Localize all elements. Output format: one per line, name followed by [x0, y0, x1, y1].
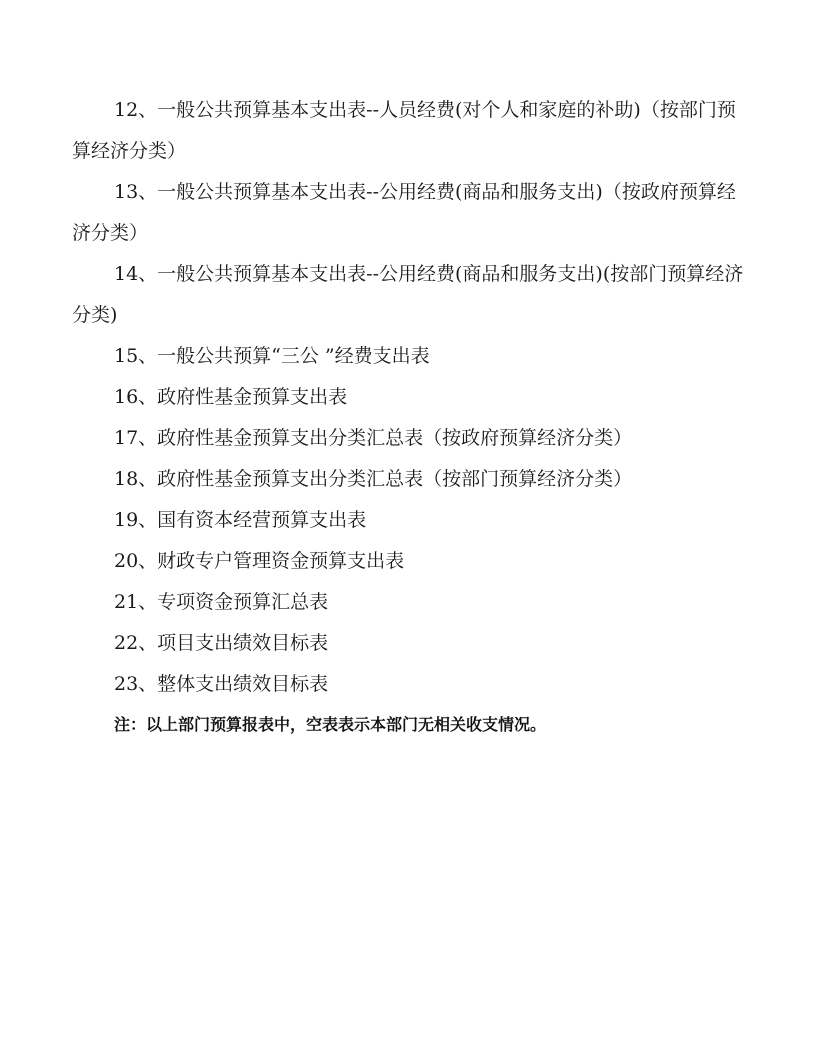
list-item-22: 22、项目支出绩效目标表 — [114, 632, 329, 654]
list-item-14: 14、一般公共预算基本支出表--公用经费(商品和服务支出)(按部门预算经济分类) — [72, 263, 744, 326]
list-item-23: 23、整体支出绩效目标表 — [114, 673, 329, 695]
list-item-16: 16、政府性基金预算支出表 — [114, 386, 348, 408]
list-item-21: 21、专项资金预算汇总表 — [114, 591, 329, 613]
list-item-20: 20、财政专户管理资金预算支出表 — [114, 550, 405, 572]
list-item-13: 13、一般公共预算基本支出表--公用经费(商品和服务支出)（按政府预算经济分类） — [72, 181, 736, 244]
document-body — [72, 90, 744, 745]
list-item-12: 12、一般公共预算基本支出表--人员经费(对个人和家庭的补助)（按部门预算经济分类） — [72, 99, 736, 162]
footnote: 注：以上部门预算报表中，空表表示本部门无相关收支情况。 — [114, 715, 547, 734]
list-item-15: 15、一般公共预算“三公 ”经费支出表 — [114, 345, 430, 367]
list-item-18: 18、政府性基金预算支出分类汇总表（按部门预算经济分类） — [114, 468, 633, 490]
list-item-19: 19、国有资本经营预算支出表 — [114, 509, 367, 531]
list-item-17: 17、政府性基金预算支出分类汇总表（按政府预算经济分类） — [114, 427, 633, 449]
